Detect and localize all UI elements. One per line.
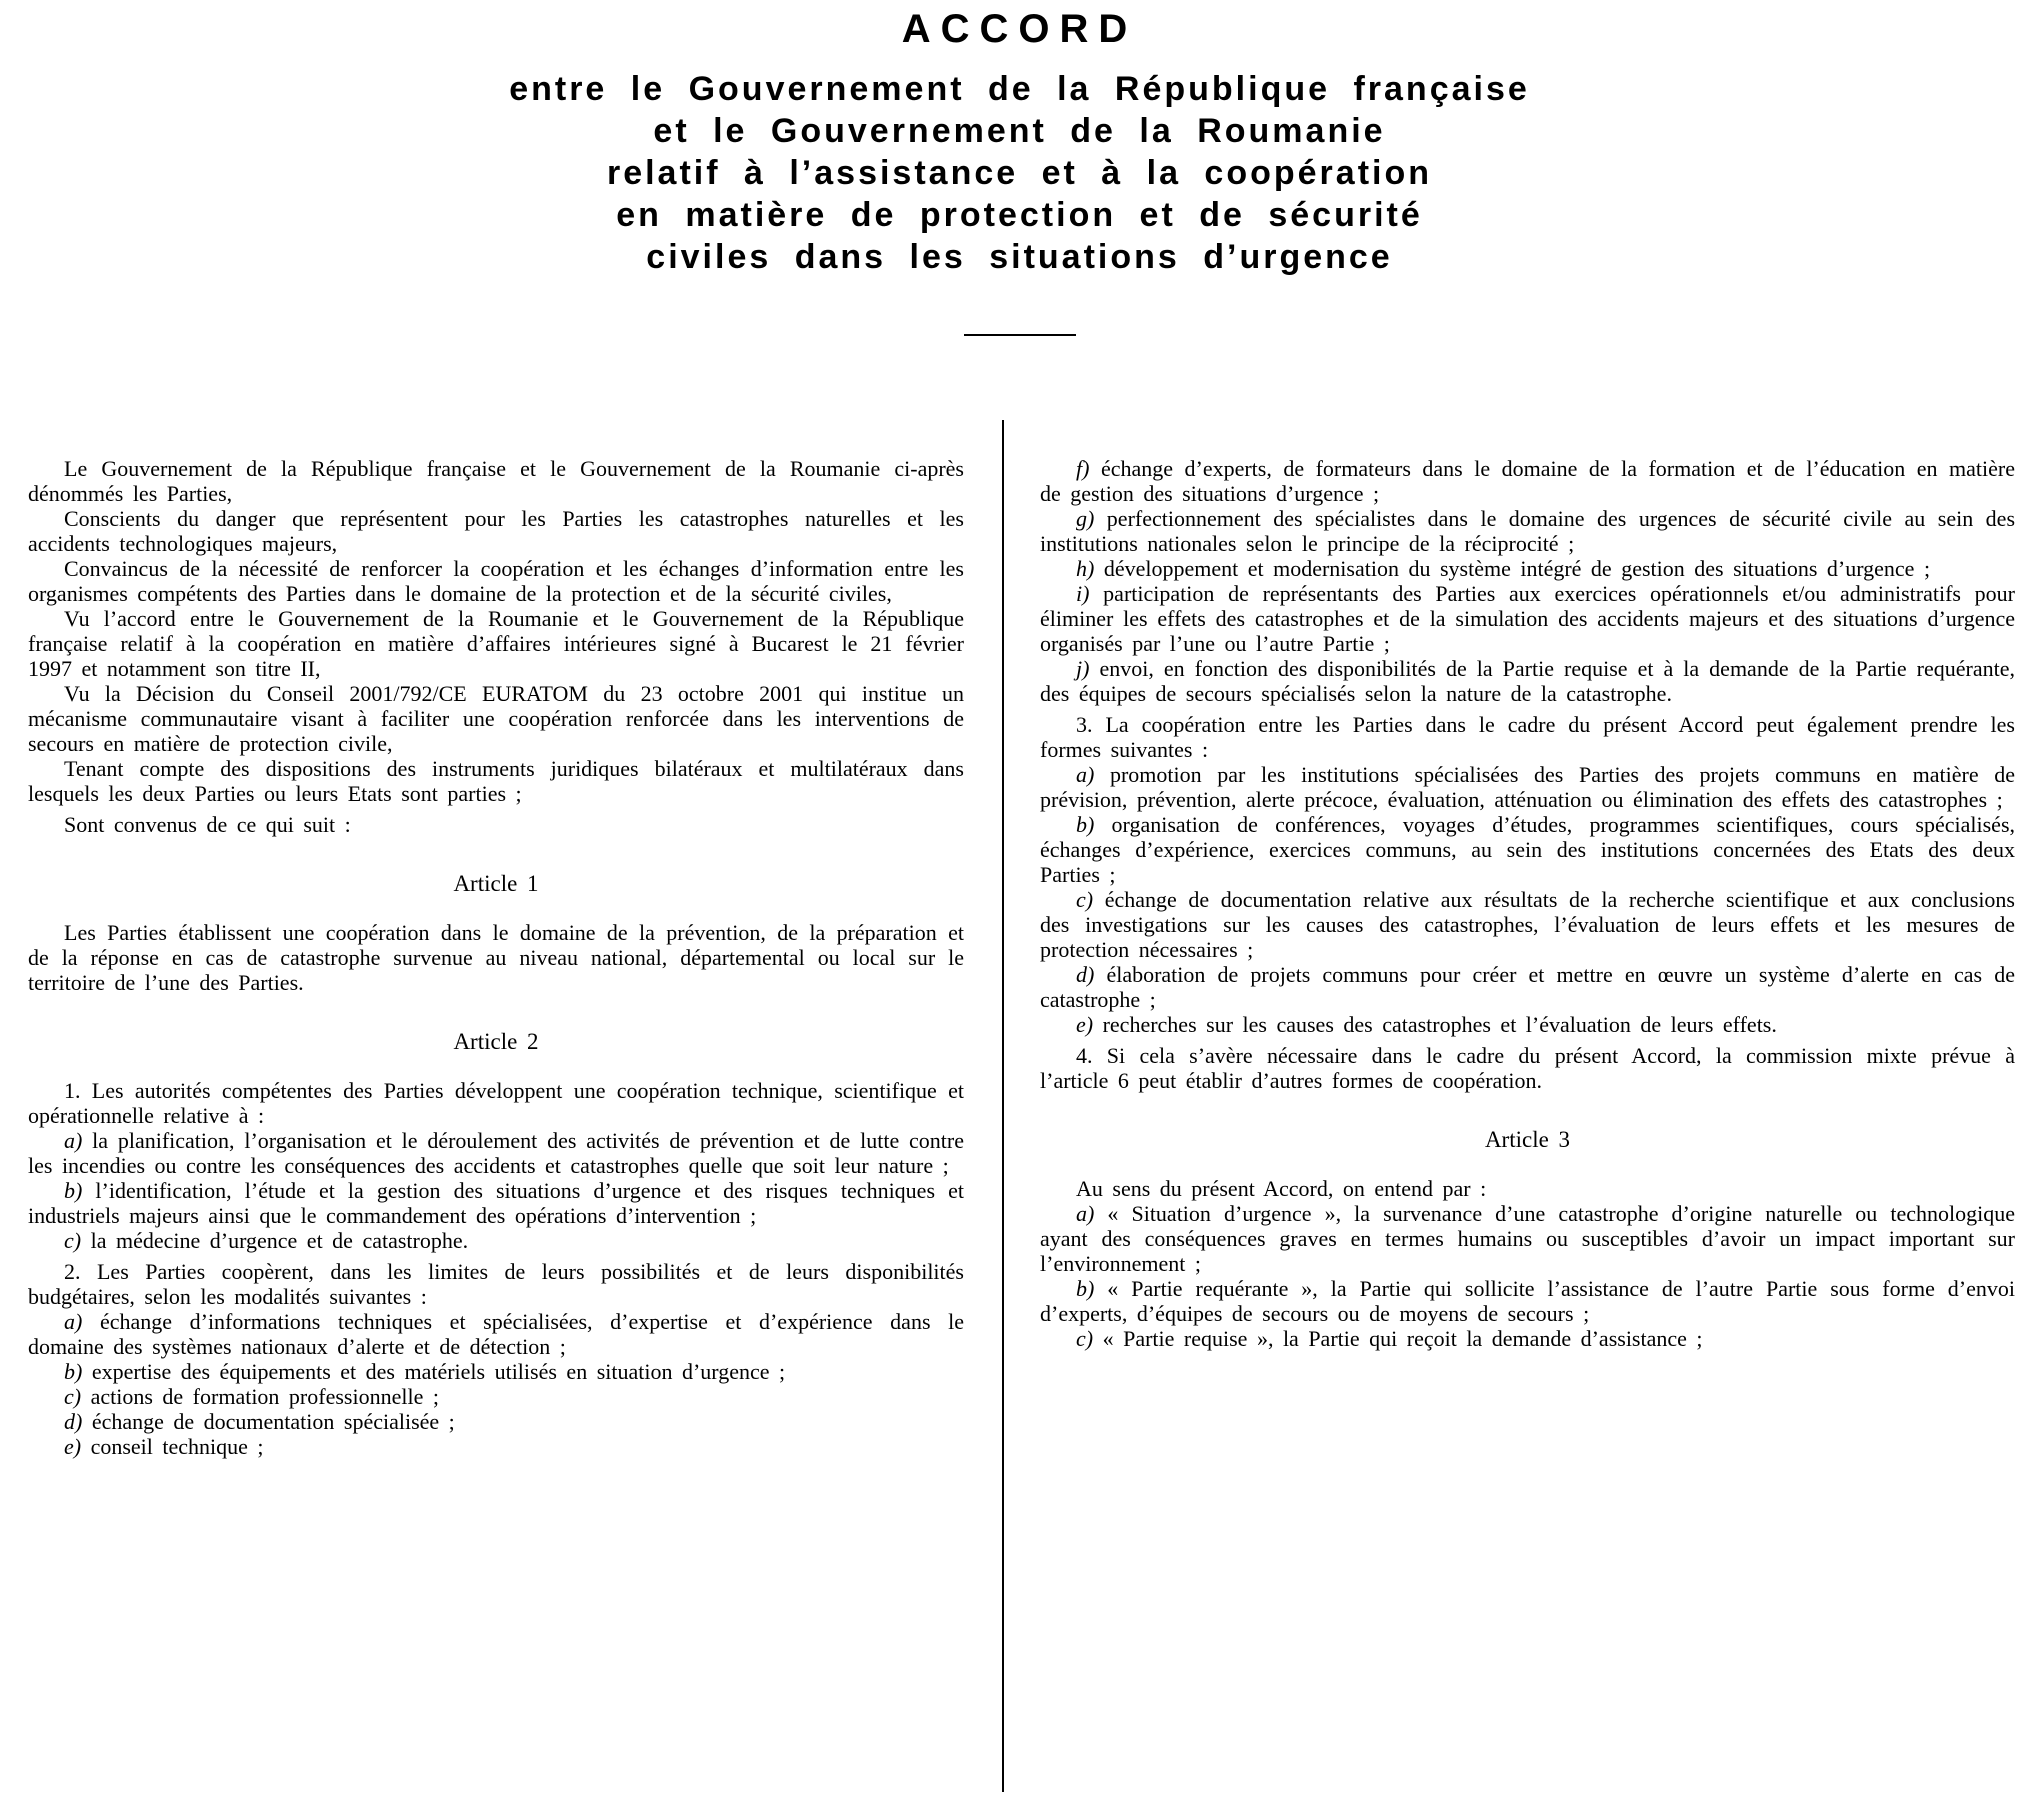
list-item: e) conseil technique ; bbox=[64, 1434, 264, 1459]
list-item-marker: j) bbox=[1076, 656, 1090, 681]
list-item: g) perfectionnement des spécialistes dans le domaine des urgences de sécurité civile au sein des institutions nationales selon le principe de la réciprocité ; bbox=[1040, 506, 2015, 556]
list-item-marker: c) bbox=[1076, 1326, 1094, 1351]
paragraph: 4. Si cela s’avère nécessaire dans le cadre du présent Accord, la commission mixte prévue à l’article 6 peut établir d’autres formes de coopération. bbox=[1040, 1043, 2015, 1093]
list-item-marker: b) bbox=[64, 1359, 83, 1384]
list-item-marker: h) bbox=[1076, 556, 1095, 581]
list-item: c) échange de documentation relative aux résultats de la recherche scientifique et aux conclusions des investigations sur les causes des catastrophes, l’évaluation de leurs effets et les mesures de protection nécessaires ; bbox=[1040, 887, 2015, 962]
list-item: d) élaboration de projets communs pour créer et mettre en œuvre un système d’alerte en cas de catastrophe ; bbox=[1040, 962, 2015, 1012]
list-item: a) promotion par les institutions spécialisées des Parties des projets communs en matière de prévision, prévention, alerte précoce, évaluation, atténuation ou élimination des effets des catastrophes ; bbox=[1040, 762, 2015, 812]
article-heading: Article 3 bbox=[1484, 1127, 1571, 1152]
list-item: a) échange d’informations techniques et spécialisées, d’expertise et d’expérience dans le domaine des systèmes nationaux d’alerte et de détection ; bbox=[28, 1309, 964, 1359]
list-item: j) envoi, en fonction des disponibilités de la Partie requise et à la demande de la Partie requérante, des équipes de secours spécialisés selon la nature de la catastrophe. bbox=[1040, 656, 2015, 706]
list-item-marker: a) bbox=[1076, 762, 1095, 787]
list-item: c) actions de formation professionnelle ; bbox=[64, 1384, 439, 1409]
paragraph: 1. Les autorités compétentes des Parties développent une coopération technique, scientifique et opérationnelle relative à : bbox=[28, 1078, 964, 1128]
list-item: f) échange d’experts, de formateurs dans le domaine de la formation et de l’éducation en matière de gestion des situations d’urgence ; bbox=[1040, 456, 2015, 506]
list-item: b) l’identification, l’étude et la gestion des situations d’urgence et des risques techniques et industriels majeurs ainsi que le commandement des opérations d’intervention ; bbox=[28, 1178, 964, 1228]
list-item: b) organisation de conférences, voyages d’études, programmes scientifiques, cours spécialisés, échanges d’expérience, exercices communs, au sein des institutions concernées des Etats des deux Parties ; bbox=[1040, 812, 2015, 887]
paragraph: Conscients du danger que représentent pour les Parties les catastrophes naturelles et les accidents technologiques majeurs, bbox=[28, 506, 964, 556]
list-item: d) échange de documentation spécialisée ; bbox=[64, 1409, 455, 1434]
list-item: e) recherches sur les causes des catastrophes et l’évaluation de leurs effets. bbox=[1076, 1012, 1777, 1037]
paragraph: Au sens du présent Accord, on entend par : bbox=[1076, 1176, 1487, 1201]
left-column bbox=[28, 456, 964, 1792]
list-item-marker: e) bbox=[1076, 1012, 1094, 1037]
list-item-marker: c) bbox=[64, 1228, 82, 1253]
list-item-marker: b) bbox=[1076, 1276, 1095, 1301]
paragraph: Vu la Décision du Conseil 2001/792/CE EURATOM du 23 octobre 2001 qui institue un mécanisme communautaire visant à faciliter une coopération renforcée dans les interventions de secours en matière de protection civile, bbox=[28, 681, 964, 756]
article-heading: Article 2 bbox=[453, 1029, 539, 1054]
list-item: c) « Partie requise », la Partie qui reçoit la demande d’assistance ; bbox=[1076, 1326, 1703, 1351]
list-item: a) la planification, l’organisation et le déroulement des activités de prévention et de lutte contre les incendies ou contre les conséquences des accidents et catastrophes quelle que soit leur nature ; bbox=[28, 1128, 964, 1178]
list-item-marker: i) bbox=[1076, 581, 1090, 606]
paragraph: Sont convenus de ce qui suit : bbox=[64, 812, 351, 837]
document-title: ACCORD bbox=[901, 7, 1138, 51]
paragraph: Vu l’accord entre le Gouvernement de la Roumanie et le Gouvernement de la République française relatif à la coopération en matière d’affaires intérieures signé à Bucarest le 21 février 1997 et notamment son titre II, bbox=[28, 606, 964, 681]
subtitle-line: entre le Gouvernement de la République française bbox=[509, 70, 1530, 108]
list-item-marker: a) bbox=[64, 1128, 83, 1153]
list-item: i) participation de représentants des Parties aux exercices opérationnels et/ou administratifs pour éliminer les effets des catastrophes et de la simulation des accidents majeurs et des situations d’urgence organisés par l’une ou l’autre Partie ; bbox=[1040, 581, 2015, 656]
list-item-marker: e) bbox=[64, 1434, 82, 1459]
document-header bbox=[0, 0, 2039, 336]
list-item-marker: d) bbox=[1076, 962, 1095, 987]
list-item-marker: g) bbox=[1076, 506, 1095, 531]
list-item-marker: a) bbox=[64, 1309, 83, 1334]
right-column bbox=[1040, 456, 2015, 1792]
list-item-marker: c) bbox=[64, 1384, 82, 1409]
paragraph: Les Parties établissent une coopération dans le domaine de la prévention, de la préparation et de la réponse en cas de catastrophe survenue au niveau national, départemental ou local sur le territoire de l’une des Parties. bbox=[28, 920, 964, 995]
list-item-marker: f) bbox=[1076, 456, 1090, 481]
list-item-marker: a) bbox=[1076, 1201, 1095, 1226]
list-item: b) « Partie requérante », la Partie qui sollicite l’assistance de l’autre Partie sous forme d’envoi d’experts, d’équipes de secours ou de moyens de secours ; bbox=[1040, 1276, 2015, 1326]
list-item-marker: d) bbox=[64, 1409, 83, 1434]
subtitle-line: et le Gouvernement de la Roumanie bbox=[653, 112, 1386, 150]
paragraph: 3. La coopération entre les Parties dans le cadre du présent Accord peut également prendre les formes suivantes : bbox=[1040, 712, 2015, 762]
document-body bbox=[0, 456, 2039, 1792]
document-subtitle bbox=[0, 68, 2039, 278]
column-divider bbox=[1002, 420, 1004, 1792]
article-heading: Article 1 bbox=[453, 871, 539, 896]
subtitle-line: civiles dans les situations d’urgence bbox=[646, 238, 1393, 276]
subtitle-line: en matière de protection et de sécurité bbox=[616, 196, 1423, 234]
subtitle-line: relatif à l’assistance et à la coopération bbox=[606, 154, 1433, 192]
paragraph: Tenant compte des dispositions des instruments juridiques bilatéraux et multilatéraux dans lesquels les deux Parties ou leurs Etats sont parties ; bbox=[28, 756, 964, 806]
list-item: c) la médecine d’urgence et de catastrophe. bbox=[64, 1228, 469, 1253]
list-item-marker: b) bbox=[1076, 812, 1095, 837]
list-item: h) développement et modernisation du système intégré de gestion des situations d’urgence ; bbox=[1076, 556, 1931, 581]
paragraph: Convaincus de la nécessité de renforcer la coopération et les échanges d’information entre les organismes compétents des Parties dans le domaine de la protection et de la sécurité civiles, bbox=[28, 556, 964, 606]
paragraph: 2. Les Parties coopèrent, dans les limites de leurs possibilités et de leurs disponibilités budgétaires, selon les modalités suivantes : bbox=[28, 1259, 964, 1309]
list-item-marker: c) bbox=[1076, 887, 1094, 912]
list-item-marker: b) bbox=[64, 1178, 83, 1203]
list-item: b) expertise des équipements et des matériels utilisés en situation d’urgence ; bbox=[64, 1359, 786, 1384]
list-item: a) « Situation d’urgence », la survenance d’une catastrophe d’origine naturelle ou technologique ayant des conséquences graves en termes humains ou susceptibles d’avoir un impact important sur l’environnement ; bbox=[1040, 1201, 2015, 1276]
paragraph: Le Gouvernement de la République française et le Gouvernement de la Roumanie ci-après dénommés les Parties, bbox=[28, 456, 964, 506]
title-divider-rule bbox=[964, 334, 1076, 336]
